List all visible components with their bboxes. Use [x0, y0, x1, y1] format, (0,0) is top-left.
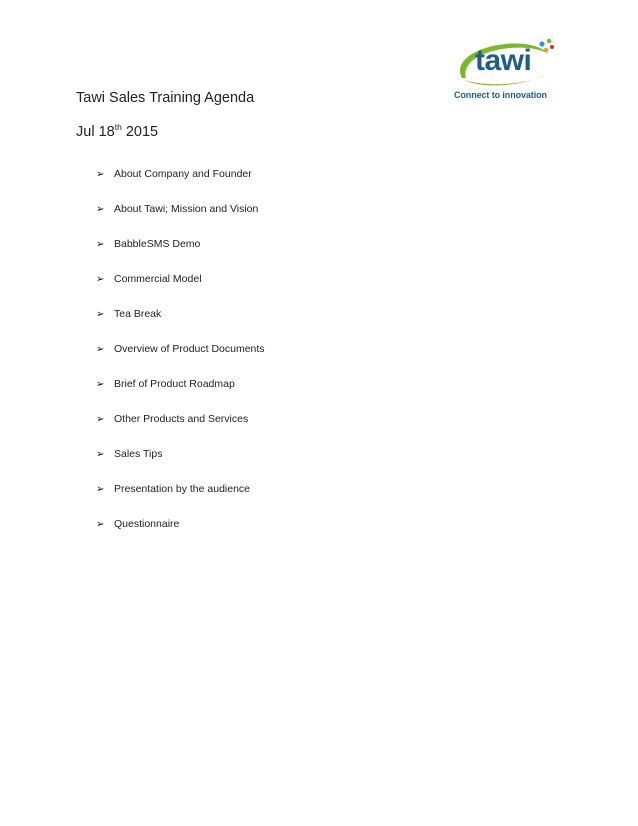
agenda-item [96, 271, 265, 306]
date-prefix: Jul 18 [76, 124, 115, 140]
arrow-bullet-icon: ➢ [96, 379, 105, 390]
agenda-item-label: Brief of Product Roadmap [114, 378, 235, 390]
agenda-item [96, 236, 265, 271]
arrow-bullet-icon: ➢ [96, 414, 105, 425]
logo-drop-yellow [544, 48, 549, 53]
agenda-item-label: Other Products and Services [114, 413, 249, 425]
logo-tagline: Connect to innovation [454, 90, 547, 100]
logo-drop-blue [539, 41, 544, 46]
date-ordinal-suffix: th [114, 122, 122, 133]
agenda-item-label: Presentation by the audience [114, 483, 251, 495]
agenda-item [96, 376, 265, 411]
agenda-item-label: About Tawi; Mission and Vision [114, 203, 259, 215]
arrow-bullet-icon: ➢ [96, 204, 105, 215]
agenda-item [96, 481, 265, 516]
agenda-item-label: Tea Break [114, 308, 162, 320]
date-year: 2015 [121, 124, 159, 140]
arrow-bullet-icon: ➢ [96, 449, 105, 460]
agenda-item-label: Sales Tips [114, 448, 163, 460]
company-logo [450, 34, 565, 106]
agenda-item [96, 446, 265, 481]
agenda-item-label: Overview of Product Documents [114, 343, 265, 355]
logo-drop-red [550, 45, 554, 49]
agenda-item-label: About Company and Founder [114, 168, 252, 180]
agenda-item [96, 166, 265, 201]
agenda-list [96, 166, 265, 551]
agenda-item [96, 516, 265, 551]
arrow-bullet-icon: ➢ [96, 484, 105, 495]
arrow-bullet-icon: ➢ [96, 519, 105, 530]
agenda-item-label: Questionnaire [114, 518, 180, 530]
agenda-item [96, 411, 265, 446]
document-title: Tawi Sales Training Agenda [76, 90, 255, 106]
arrow-bullet-icon: ➢ [96, 274, 105, 285]
agenda-item [96, 341, 265, 376]
arrow-bullet-icon: ➢ [96, 239, 105, 250]
arrow-bullet-icon: ➢ [96, 309, 105, 320]
document-date [76, 124, 158, 140]
logo-drop-green [547, 39, 552, 44]
agenda-item [96, 201, 265, 236]
agenda-item-label: Commercial Model [114, 273, 202, 285]
agenda-item-label: BabbleSMS Demo [114, 238, 201, 250]
arrow-bullet-icon: ➢ [96, 344, 105, 355]
arrow-bullet-icon: ➢ [96, 169, 105, 180]
logo-wordmark: tawi [475, 44, 532, 77]
agenda-item [96, 306, 265, 341]
